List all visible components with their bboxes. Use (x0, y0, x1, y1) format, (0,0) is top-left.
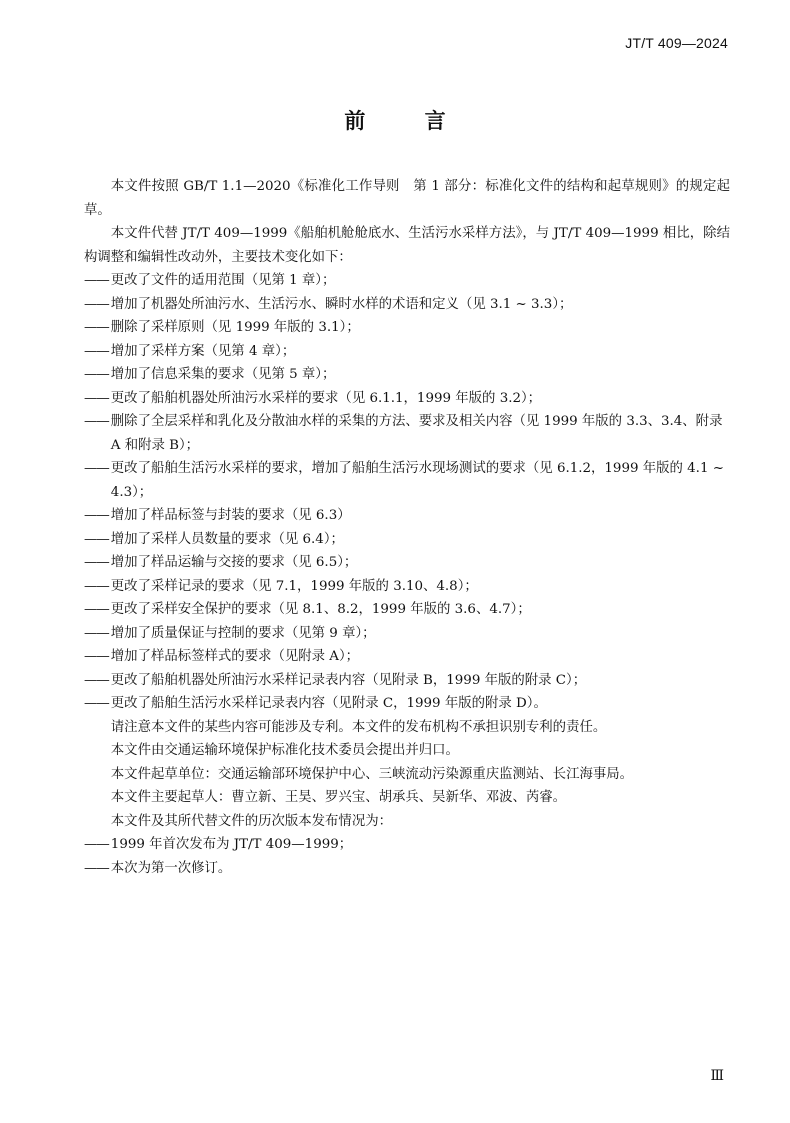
list-item: —— 增加了质量保证与控制的要求（见第 9 章）； (84, 625, 376, 641)
list-item: —— 增加了采样人员数量的要求（见 6.4）； (84, 531, 344, 547)
list-item: —— 增加了信息采集的要求（见第 5 章）； (84, 367, 336, 382)
page-number: Ⅲ (710, 1068, 724, 1084)
list-item: —— 更改了船舶机器处所油污水采样的要求（见 6.1.1，1999 年版的 3.2）； (84, 390, 542, 406)
list-item: —— 更改了船舶生活污水采样的要求，增加了船舶生活污水现场测试的要求（见 6.1.2，1999 年版的 4.1 ~ 4.3）； (84, 461, 724, 500)
page-title: 前 言 (344, 109, 472, 133)
paragraph-proposer: 本文件由交通运输环境保护标准化技术委员会提出并归口。 (110, 743, 459, 758)
paragraph-drafting-units: 本文件起草单位：交通运输部环境保护中心、三峡流动污染源重庆监测站、长江海事局。 (110, 766, 634, 782)
list-item: —— 更改了船舶生活污水采样记录表内容（见附录 C，1999 年版的附录 D）。 (84, 696, 547, 711)
document-id: JT/T 409—2024 (625, 35, 728, 51)
history-list (84, 833, 730, 880)
list-item: —— 更改了采样记录的要求（见 7.1，1999 年版的 3.10、4.8）； (84, 578, 478, 594)
list-item: —— 增加了机器处所油污水、生活污水、瞬时水样的术语和定义（见 3.1 ~ 3.3）； (84, 296, 573, 312)
paragraph-drafting-rules: 本文件按照 GB/T 1.1—2020《标准化工作导则 第 1 部分：标准化文件的结构和起草规则》的规定起草。 (84, 179, 730, 218)
paragraph-drafters: 本文件主要起草人：曹立新、王昊、罗兴宝、胡承兵、吴新华、邓波、芮睿。 (110, 790, 567, 805)
list-item: —— 删除了全层采样和乳化及分散油水样的采集的方法、要求及相关内容（见 1999 年版的 3.3、3.4、附录 A 和附录 B）； (84, 414, 723, 453)
changes-list (84, 269, 730, 716)
list-item: —— 更改了文件的适用范围（见第 1 章）； (84, 273, 336, 288)
list-item: —— 1999 年首次发布为 JT/T 409—1999； (84, 837, 353, 852)
list-item: —— 增加了采样方案（见第 4 章）； (84, 343, 296, 359)
list-item: —— 更改了采样安全保护的要求（见 8.1、8.2，1999 年版的 3.6、4.7）； (84, 602, 531, 617)
list-item: —— 本次为第一次修订。 (84, 860, 232, 876)
list-item: —— 增加了样品标签与封装的要求（见 6.3） (84, 508, 351, 523)
list-item: —— 增加了样品标签样式的要求（见附录 A）； (84, 649, 360, 664)
paragraph-history: 本文件及其所代替文件的历次版本发布情况为： (110, 813, 392, 829)
paragraph-replaces: 本文件代替 JT/T 409—1999《船舶机舱舱底水、生活污水采样方法》，与 JT/T 409—1999 相比，除结构调整和编辑性改动外，主要技术变化如下： (84, 226, 730, 265)
paragraph-patent-notice: 请注意本文件的某些内容可能涉及专利。本文件的发布机构不承担识别专利的责任。 (110, 719, 607, 735)
list-item: —— 删除了采样原则（见 1999 年版的 3.1）； (84, 320, 360, 335)
list-item: —— 增加了样品运输与交接的要求（见 6.5）； (84, 555, 358, 570)
foreword-body (84, 175, 730, 880)
list-item: —— 更改了船舶机器处所油污水采样记录表内容（见附录 B，1999 年版的附录 C）； (84, 672, 587, 688)
